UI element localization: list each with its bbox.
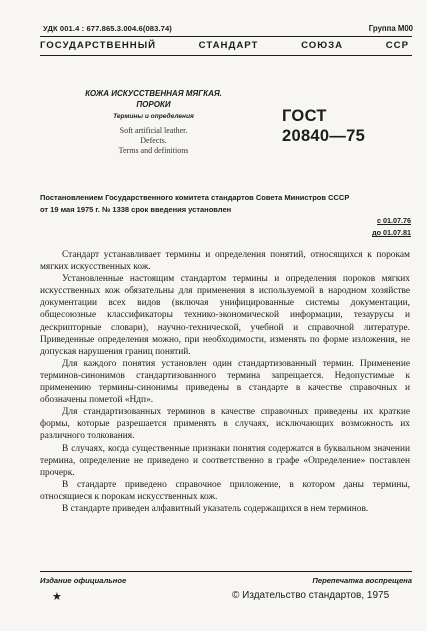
- body-paragraph-3: Для каждого понятия установлен один стандартизованный термин. Применение терминов-синонимов стандартизованного термина запрещается. Недопустимые к применению термины-синонимы приведены в стандарте в качестве справочных и обозначены пометой «Ндп».: [40, 358, 410, 406]
- title-en-line3: Terms and definitions: [118, 146, 189, 155]
- body-paragraph-7: В стандарте приведен алфавитный указатель содержащихся в нем терминов.: [62, 503, 369, 514]
- title-ru-line1: КОЖА ИСКУССТВЕННАЯ МЯГКАЯ.: [85, 89, 222, 98]
- star-mark: ★: [52, 591, 62, 603]
- title-en-line2: Defects.: [140, 136, 167, 145]
- body-text: [40, 249, 410, 515]
- official-edition-label: Издание официальное: [40, 576, 127, 585]
- body-paragraph-6: В стандарте приведено справочное приложение, в котором даны термины, относящиеся к порокам искусственных кож.: [40, 479, 410, 502]
- gost-designation: [282, 106, 365, 146]
- effective-dates: [372, 215, 411, 239]
- body-paragraph-4: Для стандартизованных терминов в качестве справочных приведены их краткие формы, которые разрешается применять в случаях, исключающих возможность их различного толкования.: [40, 407, 410, 442]
- title-ru-line2: ПОРОКИ: [136, 100, 171, 109]
- gost-label: ГОСТ: [282, 107, 327, 125]
- date-from: с 01.07.76: [377, 216, 411, 225]
- state-standard-heading: ГОСУДАРСТВЕННЫЙ СТАНДАРТ СОЮЗА ССР: [40, 40, 409, 51]
- udk-code: УДК 001.4 : 677.865.3.004.6(083.74): [43, 24, 172, 33]
- reprint-prohibited-label: Перепечатка воспрещена: [312, 576, 412, 585]
- decree-line2: от 19 мая 1975 г. № 1338 срок введения установлен: [40, 205, 232, 214]
- copyright-notice: © Издательство стандартов, 1975: [232, 590, 390, 601]
- date-to: до 01.07.81: [372, 228, 411, 237]
- heading-rule: [40, 55, 412, 56]
- decree-text: [40, 192, 412, 216]
- body-paragraph-2: Установленные настоящим стандартом термины и определения пороков мягких искусственных кож обязательны для применения в используемой в народном хозяйстве документации всех видов (включая унифицированные системы документации, общесоюзные классификаторы технико-экономической информации, тезаурусы и дескрипторные словари), научно-технической, учебной и справочной литературе. Приведенные определения можно, при необходимости, изменять по форме изложения, не допуская нарушения границ понятий.: [40, 274, 410, 357]
- title-en-line1: Soft artificial leather.: [119, 126, 188, 135]
- body-paragraph-1: Стандарт устанавливает термины и определения понятий, относящихся к порокам мягких искусственных кож.: [40, 250, 410, 273]
- top-rule: [40, 36, 412, 37]
- title-ru-line3: Термины и определения: [113, 113, 194, 120]
- footer-rule: [40, 571, 412, 572]
- title-block: [66, 88, 241, 156]
- decree-line1: Постановлением Государственного комитета стандартов Совета Министров СССР: [40, 193, 350, 202]
- body-paragraph-5: В случаях, когда существенные признаки понятия содержатся в буквальном значении термина, определение не приведено и соответственно в графе «Определение» поставлен прочерк.: [40, 443, 410, 478]
- group-code: Группа М00: [368, 24, 413, 33]
- gost-number: 20840—75: [282, 127, 366, 145]
